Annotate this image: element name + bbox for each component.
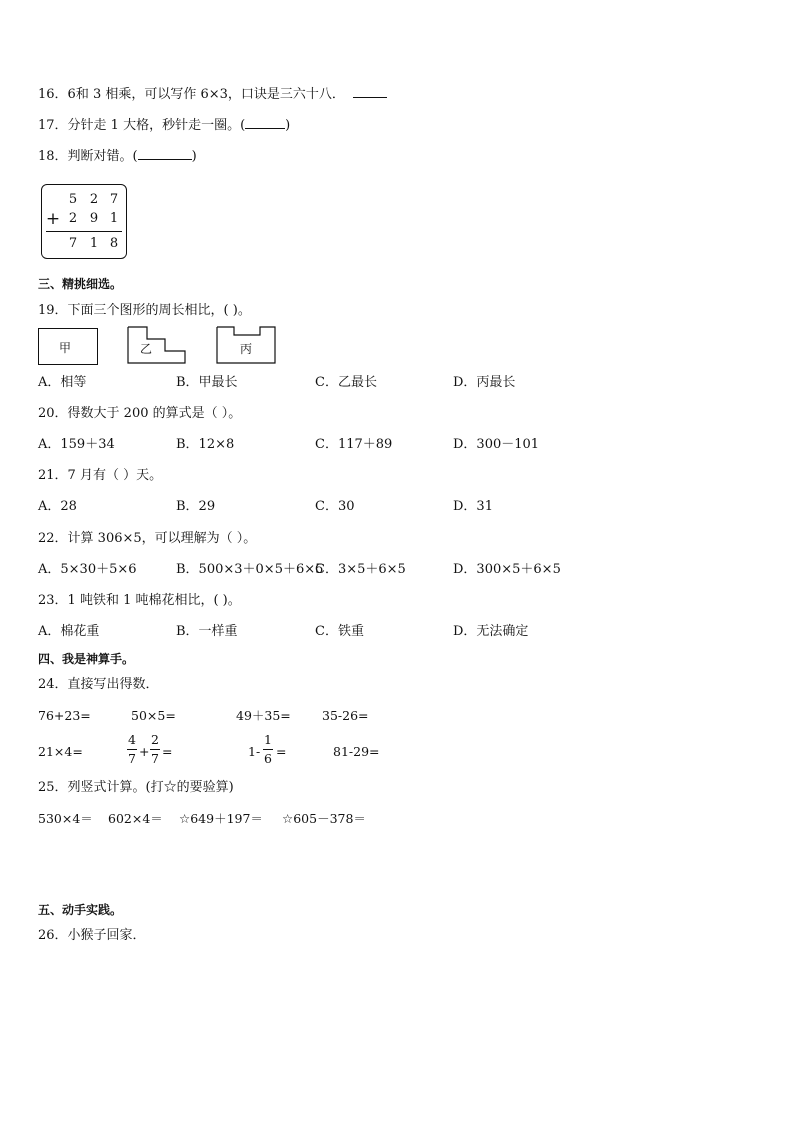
question-20: 20．得数大于 200 的算式是（ ）。 (38, 406, 242, 421)
question-16-text: 16．6和 3 相乘，可以写作 6×3，口诀是三六十八． (38, 87, 345, 102)
question-22: 22．计算 306×5，可以理解为（ ）。 (38, 531, 257, 546)
vertical-calc-item: 530×4＝ (38, 811, 93, 826)
shape-jia-label: 甲 (59, 341, 72, 355)
option-21-c[interactable]: C．30 (315, 499, 355, 514)
fraction-two-sevenths (150, 733, 160, 766)
vertical-addition-figure (41, 184, 127, 259)
one-minus: 1- (248, 744, 261, 759)
answer-blank-16[interactable] (353, 84, 387, 98)
section-4-heading: 四、我是神算手。 (38, 652, 135, 666)
vertical-calc-item: ☆605－378＝ (282, 811, 366, 826)
answer-blank-18[interactable] (138, 146, 192, 160)
fraction-bar (127, 749, 137, 750)
vertical-calc-item: ☆649＋197＝ (179, 811, 263, 826)
digit: 9 (89, 211, 99, 226)
question-23: 23．1 吨铁和 1 吨棉花相比，( )。 (38, 593, 241, 608)
digit: 1 (109, 211, 119, 226)
option-22-a[interactable]: A．5×30＋5×6 (38, 562, 137, 577)
option-20-d[interactable]: D．300－101 (453, 437, 540, 452)
question-26: 26．小猴子回家． (38, 928, 146, 943)
question-25: 25．列竖式计算。(打☆的要验算) (38, 780, 234, 795)
sum-line (46, 231, 122, 232)
calc-item: 76+23= (38, 708, 91, 723)
plus-sign: + (45, 209, 61, 229)
answer-blank-17[interactable] (245, 115, 285, 129)
fraction-denominator: 7 (151, 751, 159, 766)
vertical-calc-item: 602×4＝ (108, 811, 163, 826)
fraction-numerator: 1 (264, 732, 272, 747)
option-21-b[interactable]: B．29 (176, 499, 216, 514)
section-3-heading: 三、精挑细选。 (38, 277, 123, 291)
option-19-d[interactable]: D．丙最长 (453, 375, 516, 390)
question-18-close-paren: ) (191, 149, 197, 164)
digit: 2 (89, 192, 99, 207)
section-5-heading: 五、动手实践。 (38, 903, 123, 917)
equals-sign: = (162, 744, 173, 759)
question-17 (38, 115, 290, 134)
equals-sign: = (276, 744, 287, 759)
calc-item: 35-26= (322, 708, 369, 723)
option-20-b[interactable]: B．12×8 (176, 437, 235, 452)
option-21-a[interactable]: A．28 (38, 499, 77, 514)
option-20-c[interactable]: C．117＋89 (315, 437, 393, 452)
question-19: 19．下面三个图形的周长相比，( )。 (38, 303, 251, 318)
option-19-a[interactable]: A．相等 (38, 375, 87, 390)
shape-yi-label: 乙 (140, 342, 153, 356)
plus-sign: + (139, 744, 150, 759)
fraction-one-sixth (263, 733, 273, 766)
calc-item: 49＋35= (236, 708, 291, 723)
fraction-denominator: 6 (264, 751, 272, 766)
option-22-c[interactable]: C．3×5＋6×5 (315, 562, 406, 577)
question-18 (38, 146, 197, 165)
option-20-a[interactable]: A．159＋34 (38, 437, 115, 452)
option-19-c[interactable]: C．乙最长 (315, 375, 377, 390)
fraction-four-sevenths (127, 733, 137, 766)
digit: 7 (109, 192, 119, 207)
shape-yi (127, 325, 189, 365)
question-24: 24．直接写出得数． (38, 677, 159, 692)
calc-item: 21×4= (38, 744, 83, 759)
question-17-text: 17．分针走 1 大格，秒针走一圈。( (38, 118, 246, 133)
fraction-numerator: 2 (151, 732, 159, 747)
option-23-d[interactable]: D．无法确定 (453, 624, 529, 639)
fraction-bar (263, 749, 273, 750)
question-21: 21．7 月有（ ）天。 (38, 468, 163, 483)
fraction-numerator: 4 (128, 732, 136, 747)
fraction-bar (150, 749, 160, 750)
fraction-denominator: 7 (128, 751, 136, 766)
option-21-d[interactable]: D．31 (453, 499, 493, 514)
calc-item: 50×5= (131, 708, 176, 723)
digit: 8 (109, 236, 119, 251)
question-18-text: 18．判断对错。( (38, 149, 138, 164)
question-16 (38, 84, 387, 103)
calc-item: 81-29= (333, 744, 380, 759)
question-17-close-paren: ) (285, 118, 291, 133)
digit: 2 (68, 211, 78, 226)
digit: 1 (89, 236, 99, 251)
shape-bing-label: 丙 (240, 342, 253, 356)
option-23-a[interactable]: A．棉花重 (38, 624, 100, 639)
digit: 5 (68, 192, 78, 207)
option-23-b[interactable]: B．一样重 (176, 624, 238, 639)
option-23-c[interactable]: C．铁重 (315, 624, 364, 639)
option-19-b[interactable]: B．甲最长 (176, 375, 238, 390)
option-22-d[interactable]: D．300×5＋6×5 (453, 562, 561, 577)
digit: 7 (68, 236, 78, 251)
option-22-b[interactable]: B．500×3＋0×5＋6×5 (176, 562, 324, 577)
